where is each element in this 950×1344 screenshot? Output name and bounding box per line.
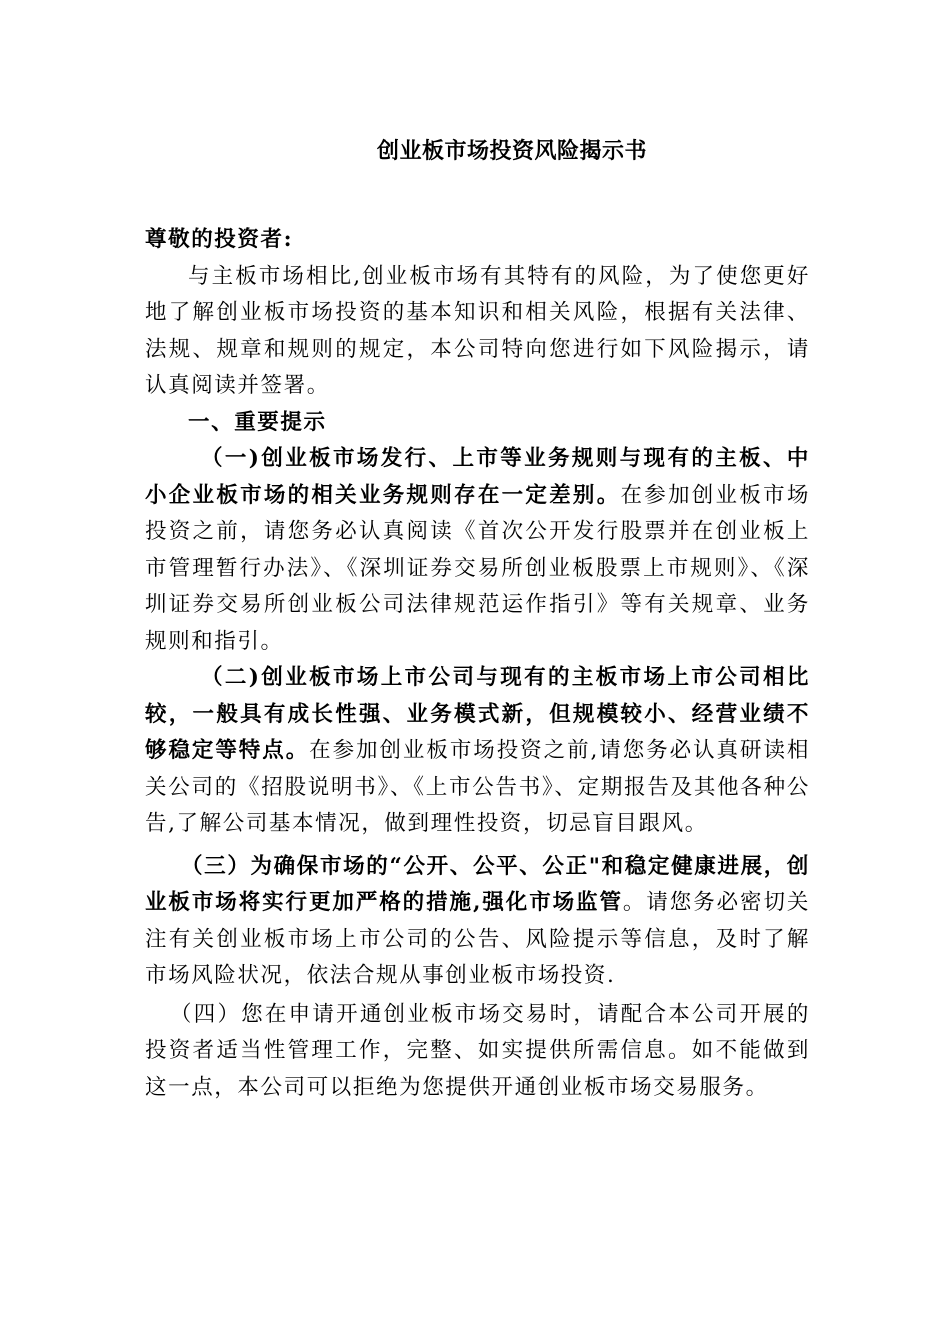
intro-paragraph: 与主板市场相比,创业板市场有其特有的风险，为了使您更好地了解创业板市场投资的基本知识和相关风险，根据有关法律、法规、规章和规则的规定，本公司特向您进行如下风险揭示，请认真阅读并签署。 (145, 263, 810, 398)
item-1-bold-text: （一)创业板市场发行、上市等业务规则与现有的主板、中小企业板市场的相关业务规则存在一定差别。 (145, 446, 810, 508)
item-2-text: 在参加创业板市场投资之前,请您务必认真研读相关公司的《招股说明书》、《上市公告书》、定期报告及其他各种公告,了解公司基本情况，做到理性投资，切忌盲目跟风。 (145, 738, 810, 836)
salutation: 尊敬的投资者: (145, 227, 294, 252)
document-title: 创业板市场投资风险揭示书 (376, 138, 647, 164)
item-3-bold-text: （三）为确保市场的“公开、公平、公正"和稳定健康进展，创业板市场将实行更加严格的措施,强化市场监管 (145, 853, 810, 915)
section-heading-important-notice: 一、重要提示 (188, 409, 327, 435)
item-1-paragraph (145, 441, 810, 660)
item-2-paragraph (145, 660, 810, 843)
item-3-paragraph (145, 849, 810, 995)
item-4-paragraph: （四）您在申请开通创业板市场交易时，请配合本公司开展的投资者适当性管理工作，完整、如实提供所需信息。如不能做到这一点，本公司可以拒绝为您提供开通创业板市场交易服务。 (145, 1001, 810, 1100)
item-1-text: 在参加创业板市场投资之前，请您务必认真阅读《首次公开发行股票并在创业板上市管理暂行办法》、《深圳证券交易所创业板股票上市规则》、《深圳证券交易所创业板公司法律规范运作指引》等有关规章、业务规则和指引。 (145, 482, 810, 654)
document-body (145, 222, 810, 1106)
item-3-text: 。请您务必密切关注有关创业板市场上市公司的公告、风险提示等信息，及时了解市场风险状况，依法合规从事创业板市场投资. (145, 890, 810, 988)
item-2-bold-text: （二)创业板市场上市公司与现有的主板市场上市公司相比较，一般具有成长性强、业务模式新，但规模较小、经营业绩不够稳定等特点。 (145, 665, 810, 763)
